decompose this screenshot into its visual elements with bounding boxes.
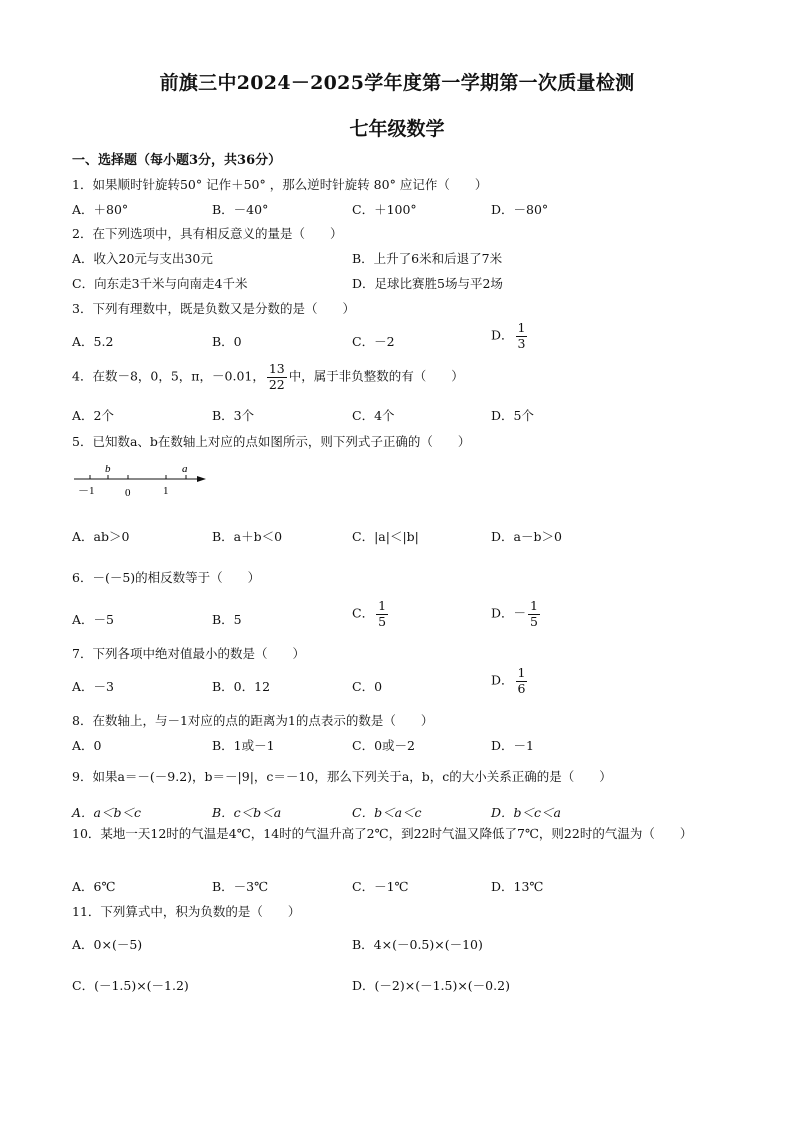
q8-option-b: B．1或－1 [212, 738, 275, 753]
number-line-arrow [197, 476, 206, 482]
label-0: 0 [125, 487, 131, 499]
q6-option-a: A．－5 [72, 612, 114, 627]
q10-option-c: C．－1℃ [352, 879, 409, 894]
fraction-numerator: 1 [530, 598, 538, 613]
question-6: 6．－(－5)的相反数等于（ ） [72, 570, 261, 585]
question-5: 5．已知数a、b在数轴上对应的点如图所示，则下列式子正确的（ ） [72, 434, 471, 449]
q1-option-b: B．－40° [212, 202, 269, 217]
q3-option-a: A．5.2 [72, 334, 114, 349]
exam-title: 前旗三中2024－2025学年度第一学期第一次质量检测 [159, 72, 635, 94]
question-11: 11．下列算式中，积为负数的是（ ） [72, 904, 301, 919]
q6-option-d-fraction [528, 599, 540, 629]
q4-option-a: A．2个 [72, 408, 114, 423]
q4-option-d: D．5个 [491, 408, 534, 423]
q7-option-c: C．0 [352, 679, 383, 694]
q2-option-c: C．向东走3千米与向南走4千米 [72, 276, 248, 291]
q9-option-c: C．b＜a＜c [352, 805, 422, 820]
q1-option-d: D．－80° [491, 202, 549, 217]
fraction-denominator: 6 [517, 680, 526, 696]
q7-option-a: A．－3 [72, 679, 114, 694]
q4-option-b: B．3个 [212, 408, 255, 423]
q6-option-d-label: D．－ [491, 605, 527, 621]
q1-option-a: A．＋80° [72, 202, 129, 217]
q5-option-b: B．a＋b＜0 [212, 529, 283, 544]
q9-option-b: B．c＜b＜a [212, 805, 282, 820]
fraction-denominator: 22 [268, 376, 285, 392]
q2-option-b: B．上升了6米和后退了7米 [352, 251, 503, 266]
q11-option-a: A．0×(－5) [72, 937, 143, 952]
exam-subtitle: 七年级数学 [349, 118, 445, 140]
q3-option-b: B．0 [212, 334, 242, 349]
question-1: 1．如果顺时针旋转50° 记作＋50° ，那么逆时针旋转 80° 应记作（ ） [72, 177, 488, 192]
q7-option-b: B．0．12 [212, 679, 271, 694]
fraction-denominator: 5 [530, 613, 538, 629]
fraction-numerator: 1 [517, 320, 526, 335]
fraction-numerator: 1 [378, 598, 387, 613]
question-7: 7．下列各项中绝对值最小的数是（ ） [72, 646, 305, 661]
q3-option-d-fraction [516, 321, 528, 351]
q9-option-a: A．a＜b＜c [72, 805, 141, 820]
q11-option-d: D．(－2)×(－1.5)×(－0.2) [352, 978, 510, 993]
q10-option-d: D．13℃ [491, 879, 544, 894]
q6-option-b: B．5 [212, 612, 242, 627]
q10-option-a: A．6℃ [72, 879, 116, 894]
q7-option-d-fraction [516, 666, 528, 696]
q2-option-a: A．收入20元与支出30元 [72, 251, 213, 266]
q9-option-d: D．b＜c＜a [491, 805, 561, 820]
q8-option-d: D．－1 [491, 738, 534, 753]
point-a-label: a [182, 463, 188, 475]
q1-option-c: C．＋100° [352, 202, 417, 217]
q11-option-c: C．(－1.5)×(－1.2) [72, 978, 189, 993]
q3-option-d-label: D． [491, 327, 514, 343]
q6-option-d [491, 599, 542, 629]
question-4 [72, 362, 464, 392]
q6-option-c-label: C． [352, 605, 375, 621]
question-10: 10．某地一天12时的气温是4℃，14时的气温升高了2℃，到22时气温又降低了7℃，则22时的气温为（ ） [72, 826, 693, 841]
question-2: 2．在下列选项中，具有相反意义的量是（ ） [72, 226, 343, 241]
fraction-denominator: 5 [378, 613, 387, 629]
q11-option-b: B．4×(－0.5)×(－10) [352, 937, 483, 952]
fraction-numerator: 1 [517, 665, 526, 680]
section-heading: 一、选择题（每小题3分，共36分） [72, 153, 282, 168]
fraction-denominator: 3 [517, 335, 526, 351]
question-3: 3．下列有理数中，既是负数又是分数的是（ ） [72, 301, 355, 316]
label-1: 1 [163, 485, 169, 497]
q6-option-c-fraction [376, 599, 388, 629]
q5-option-d: D．a－b＞0 [491, 529, 562, 544]
q8-option-c: C．0或－2 [352, 738, 415, 753]
q6-option-c [352, 599, 390, 629]
question-8: 8．在数轴上，与－1对应的点的距离为1的点表示的数是（ ） [72, 713, 434, 728]
point-b-label: b [105, 463, 111, 475]
q5-option-a: A．ab＞0 [72, 529, 130, 544]
fraction-numerator: 13 [268, 361, 285, 376]
q7-option-d-label: D． [491, 672, 514, 688]
q7-option-d [491, 666, 529, 696]
q2-option-d: D．足球比赛胜5场与平2场 [352, 276, 503, 291]
q4-fraction [267, 362, 287, 392]
q10-option-b: B．－3℃ [212, 879, 269, 894]
q3-option-d [491, 321, 529, 351]
q4-option-c: C．4个 [352, 408, 395, 423]
q3-option-c: C．－2 [352, 334, 395, 349]
q8-option-a: A．0 [72, 738, 102, 753]
label-minus-1: －1 [78, 485, 95, 497]
number-line-figure [72, 462, 212, 500]
question-9: 9．如果a＝－(－9.2)，b＝－|9|，c＝－10，那么下列关于a，b，c的大小关系正确的是（ ） [72, 769, 612, 784]
q5-option-c: C．|a|＜|b| [352, 529, 419, 544]
q4-stem-start: 4．在数－8，0，5，π，－0.01， [72, 368, 265, 384]
q4-stem-end: 中，属于非负整数的有（ ） [288, 368, 464, 384]
